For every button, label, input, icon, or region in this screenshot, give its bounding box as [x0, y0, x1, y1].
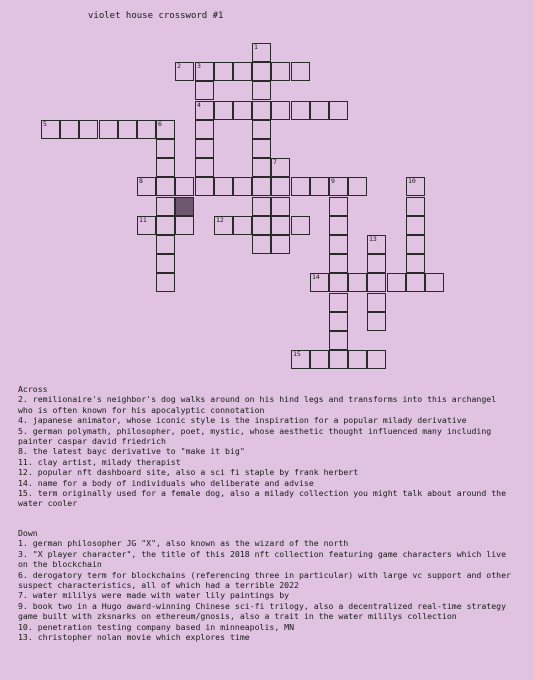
crossword-cell[interactable] [367, 235, 386, 254]
crossword-cell[interactable] [252, 158, 271, 177]
crossword-cell[interactable] [252, 81, 271, 100]
crossword-cell[interactable] [195, 62, 214, 81]
crossword-cell[interactable] [137, 120, 156, 139]
crossword-cell[interactable] [252, 235, 271, 254]
crossword-cell[interactable] [329, 101, 348, 120]
cell-number: 10 [408, 177, 416, 185]
clue-across-4: 4. japanese animator, whose iconic style is the inspiration for a popular milady derivative [18, 415, 467, 426]
crossword-cell[interactable] [41, 120, 60, 139]
crossword-cell[interactable] [271, 158, 290, 177]
clue-down-13: 13. christopher nolan movie which explores time [18, 632, 250, 643]
clue-across-5: 5. german polymath, philosopher, poet, mystic, whose aesthetic thought influenced many including painter caspar david friedrich [18, 425, 492, 447]
clue-down-9: 9. book two in a Hugo award-winning Chinese sci-fi trilogy, also a decentralized real-time strategy game built with zksnarks on ethereum/gnosis, also a trait in the water mililys collection [18, 600, 506, 622]
crossword-cell[interactable] [175, 62, 194, 81]
clue-down-6: 6. derogatory term for blockchains (referencing three in particular) with large vc support and other suspect characteristics, all of which had a terrible 2022 [18, 569, 511, 591]
crossword-cell[interactable] [156, 273, 175, 292]
crossword-cell[interactable] [310, 101, 329, 120]
crossword-cell[interactable] [195, 139, 214, 158]
crossword-cell[interactable] [79, 120, 98, 139]
crossword-cell[interactable] [329, 312, 348, 331]
crossword-cell[interactable] [156, 254, 175, 273]
cell-number: 8 [139, 177, 143, 185]
crossword-cell[interactable] [329, 293, 348, 312]
cell-number: 9 [331, 177, 335, 185]
crossword-cell[interactable] [367, 293, 386, 312]
crossword-cell[interactable] [156, 158, 175, 177]
crossword-cell[interactable] [195, 120, 214, 139]
crossword-cell[interactable] [310, 350, 329, 369]
crossword-cell-shaded[interactable] [175, 197, 194, 216]
crossword-cell[interactable] [406, 254, 425, 273]
crossword-cell[interactable] [195, 158, 214, 177]
crossword-cell[interactable] [367, 350, 386, 369]
crossword-cell[interactable] [271, 235, 290, 254]
crossword-cell[interactable] [329, 254, 348, 273]
down-header: Down [18, 528, 38, 538]
crossword-cell[interactable] [233, 101, 252, 120]
crossword-cell[interactable] [329, 216, 348, 235]
clue-across-14: 14. name for a body of individuals who deliberate and advise [18, 477, 314, 488]
crossword-cell[interactable] [291, 62, 310, 81]
crossword-cell[interactable] [195, 177, 214, 196]
crossword-cell[interactable] [406, 273, 425, 292]
crossword-cell[interactable] [367, 273, 386, 292]
crossword-cell[interactable] [329, 350, 348, 369]
crossword-cell[interactable] [156, 177, 175, 196]
crossword-cell[interactable] [252, 62, 271, 81]
crossword-cell[interactable] [367, 254, 386, 273]
cell-number: 5 [43, 120, 47, 128]
cell-number: 2 [177, 62, 181, 70]
crossword-cell[interactable] [137, 216, 156, 235]
crossword-cell[interactable] [329, 197, 348, 216]
crossword-cell[interactable] [271, 62, 290, 81]
crossword-cell[interactable] [195, 81, 214, 100]
crossword-cell[interactable] [406, 216, 425, 235]
cell-number: 6 [158, 120, 162, 128]
cell-number: 3 [197, 62, 201, 70]
cell-number: 7 [273, 158, 277, 166]
crossword-cell[interactable] [252, 177, 271, 196]
crossword-cell[interactable] [233, 216, 252, 235]
crossword-cell[interactable] [291, 350, 310, 369]
crossword-cell[interactable] [252, 216, 271, 235]
crossword-cell[interactable] [406, 177, 425, 196]
clue-across-2: 2. remilionaire's neighbor's dog walks around on his hind legs and transforms into this archangel who is often known for his apocalyptic connotation [18, 394, 497, 415]
clue-down-3: 3. "X player character", the title of this 2018 nft collection featuring game characters which live on the blockchain [18, 548, 506, 570]
crossword-cell[interactable] [348, 177, 367, 196]
crossword-cell[interactable] [156, 235, 175, 254]
crossword-cell[interactable] [329, 235, 348, 254]
crossword-cell[interactable] [195, 101, 214, 120]
crossword-cell[interactable] [233, 62, 252, 81]
crossword-cell[interactable] [367, 312, 386, 331]
crossword-cell[interactable] [233, 177, 252, 196]
cell-number: 12 [216, 216, 224, 224]
cell-number: 11 [139, 216, 147, 224]
cell-number: 1 [254, 43, 258, 51]
clue-down-1: 1. german philosopher JG "X", also known as the wizard of the north [18, 538, 349, 549]
clue-across-8: 8. the latest bayc derivative to "make it big" [18, 446, 245, 457]
crossword-cell[interactable] [271, 216, 290, 235]
clue-down-10: 10. penetration testing company based in minneapolis, MN [18, 621, 295, 632]
crossword-cell[interactable] [137, 177, 156, 196]
crossword-cell[interactable] [291, 101, 310, 120]
crossword-cell[interactable] [214, 216, 233, 235]
crossword-cell[interactable] [387, 273, 406, 292]
crossword-cell[interactable] [329, 331, 348, 350]
clue-across-12: 12. popular nft dashboard site, also a sci fi staple by frank herbert [18, 467, 359, 478]
crossword-cell[interactable] [156, 120, 175, 139]
crossword-cell[interactable] [348, 350, 367, 369]
crossword-cell[interactable] [406, 197, 425, 216]
crossword-cell[interactable] [156, 139, 175, 158]
crossword-cell[interactable] [310, 273, 329, 292]
crossword-cell[interactable] [425, 273, 444, 292]
crossword-cell[interactable] [118, 120, 137, 139]
crossword-cell[interactable] [310, 177, 329, 196]
cell-number: 13 [369, 235, 377, 243]
crossword-cell[interactable] [99, 120, 118, 139]
crossword-cell[interactable] [156, 216, 175, 235]
crossword-cell[interactable] [291, 177, 310, 196]
crossword-cell[interactable] [214, 62, 233, 81]
crossword-cell[interactable] [214, 101, 233, 120]
clue-across-15: 15. term originally used for a female dog, also a milady collection you might talk about around the water cooler [18, 488, 506, 509]
crossword-cell[interactable] [271, 101, 290, 120]
crossword-cell[interactable] [214, 177, 233, 196]
crossword-cell[interactable] [271, 197, 290, 216]
crossword-cell[interactable] [271, 177, 290, 196]
crossword-cell[interactable] [60, 120, 79, 139]
crossword-cell[interactable] [175, 177, 194, 196]
crossword-cell[interactable] [329, 177, 348, 196]
crossword-cell[interactable] [175, 216, 194, 235]
across-clues [18, 384, 514, 509]
clue-down-7: 7. water mililys were made with water lily paintings by [18, 590, 290, 601]
crossword-cell[interactable] [406, 235, 425, 254]
clue-across-11: 11. clay artist, milady therapist [18, 456, 181, 467]
crossword-cell[interactable] [252, 139, 271, 158]
crossword-cell[interactable] [291, 216, 310, 235]
puzzle-title: violet house crossword #1 [88, 11, 224, 21]
crossword-cell[interactable] [252, 197, 271, 216]
cell-number: 14 [312, 273, 320, 281]
crossword-cell[interactable] [329, 273, 348, 292]
crossword-cell[interactable] [156, 197, 175, 216]
crossword-cell[interactable] [252, 43, 271, 62]
down-clues [18, 528, 514, 642]
cell-number: 15 [293, 350, 301, 358]
crossword-cell[interactable] [348, 273, 367, 292]
across-header: Across [18, 384, 48, 394]
cell-number: 4 [197, 101, 201, 109]
crossword-cell[interactable] [252, 101, 271, 120]
crossword-cell[interactable] [252, 120, 271, 139]
